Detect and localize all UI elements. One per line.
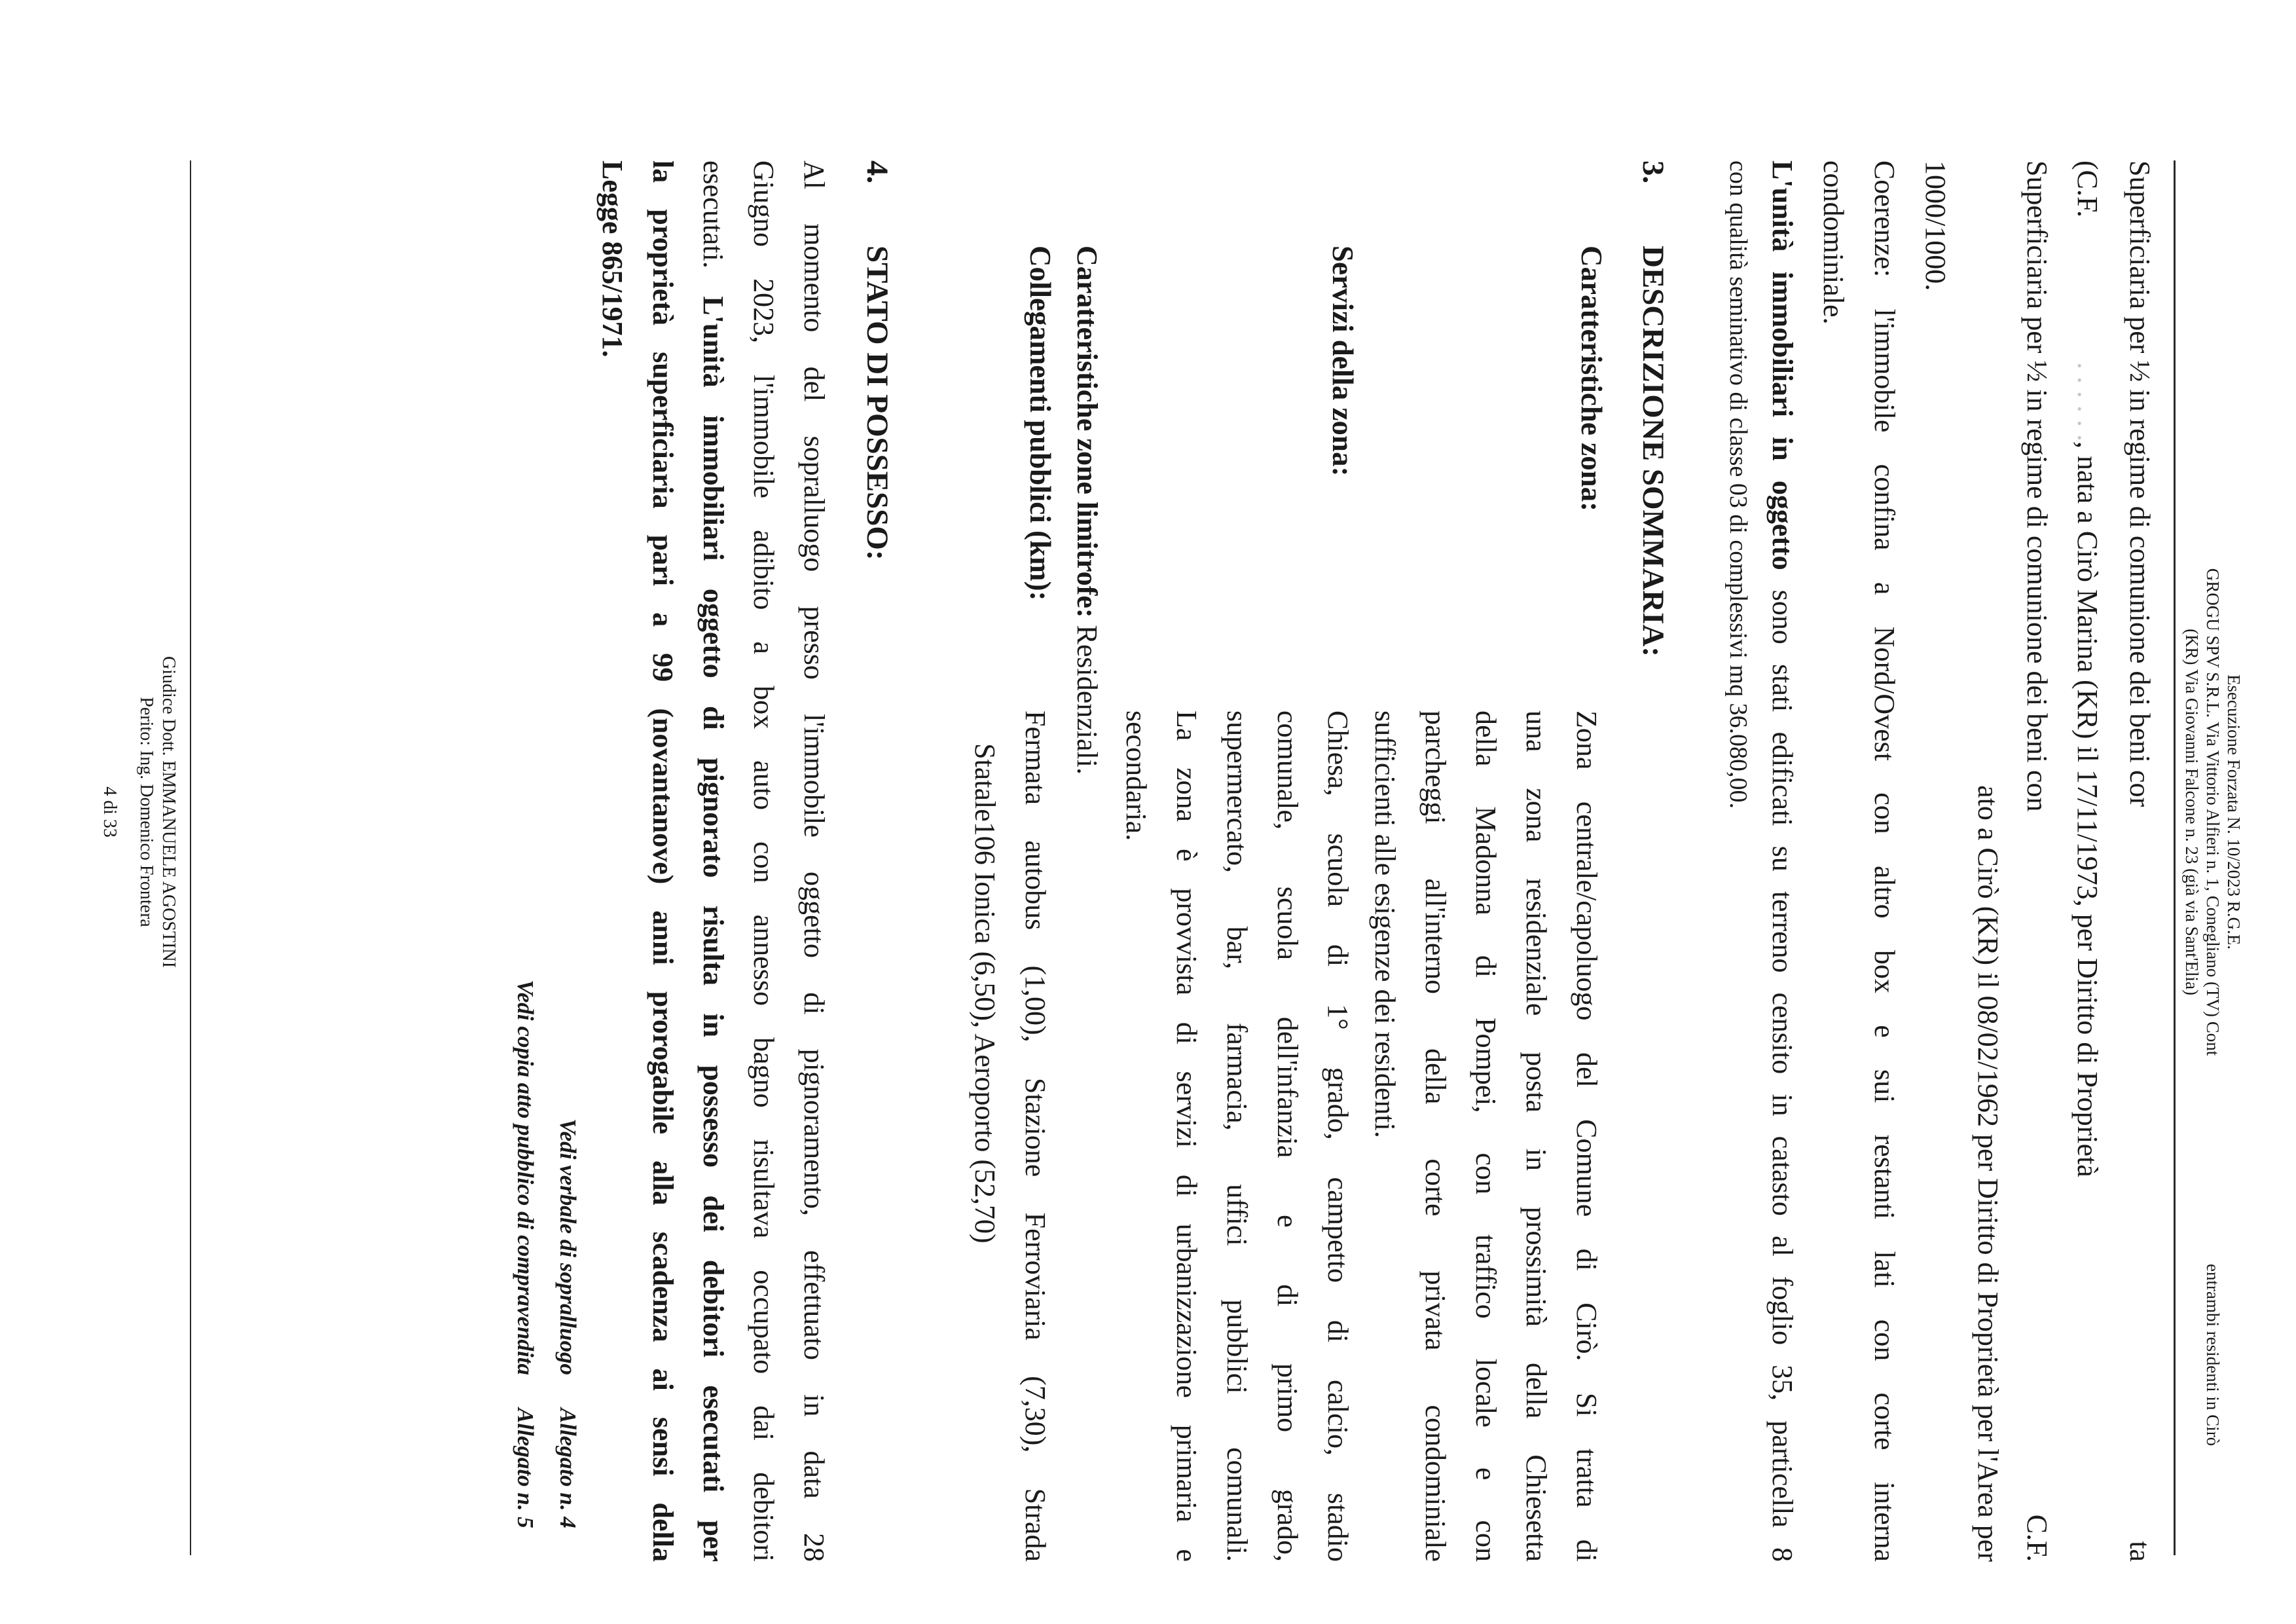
coerenze-line-1: Coerenze: l'immobile confina a Nord/Ovest con altro box e sui restanti lati con corte interna — [1868, 160, 1901, 1562]
servizi-label: Servizi della zona: — [1326, 246, 1359, 477]
section-3-title: DESCRIZIONE SOMMARIA: — [1636, 246, 1670, 657]
ownership-line-5: 1000/1000. — [1920, 160, 1952, 291]
reference-2-text: Vedi copia atto pubblico di compravendita — [513, 980, 538, 1375]
header-right-note: entrambi residenti in Cirò — [2203, 1264, 2223, 1447]
header-case-number: Esecuzione Forzata N. 10/2023 R.G.E. — [2224, 674, 2244, 950]
footer-page-number: 4 di 33 — [100, 786, 120, 838]
ownership-line-1: Superficiaria per ½ in regime di comunione dei beni cor ta — [2124, 160, 2156, 1562]
redaction-mark: . . . . . . — [2071, 361, 2104, 441]
ownership-line-2: (C.F. . . . . . ., nata a Cirò Marina (KR) il 17/11/1973, per Diritto di Proprietà — [2071, 160, 2104, 1177]
header-address-line: (KR) Via Giovanni Falcone n. 23 (già via Sant'Elia) — [2182, 629, 2202, 995]
section-4-title: STATO DI POSSESSO: — [860, 246, 894, 561]
reference-2-attachment: Allegato n. 5 — [513, 1408, 538, 1528]
header-rule — [2174, 160, 2176, 1555]
reference-1-attachment: Allegato n. 4 — [555, 1408, 581, 1528]
section-4-number: 4. — [860, 160, 894, 184]
coerenze-line-2: condominiale. — [1817, 160, 1850, 325]
collegamenti-label: Collegamenti pubblici (km): — [1024, 246, 1057, 601]
possesso-paragraph: Al momento del sopralluogo presso l'immobile oggetto di pignoramento, effettuato in data 28 Giugno 2023, l'immobile adibito a box auto con annesso bagno risultava occupato dai debitori esecutati. L'unità immobiliari oggetto di pignorato risulta in possesso dei debitori esecutati per la proprietà superficiaria pari a 99 (novantanove) anni prorogabile alla scadenza ai sensi della Legge 865/1971. — [596, 160, 830, 1562]
header-creditor-line: GROGU SPV S.R.L. Via Vittorio Alfieri n. 1, Conegliano (TV) Cont — [2203, 568, 2223, 1056]
zona-paragraph: Zona centrale/capoluogo del Comune di Cirò. Si tratta di una zona residenziale posta in prossimità della Chiesetta della Madonna di Pompei, con traffico locale e con parcheggi all'interno della corte privata condominiale sufficienti alle esigenze dei residenti. — [1369, 710, 1603, 1562]
footer-judge: Giudice Dott. EMMANUELE AGOSTINI — [158, 656, 179, 968]
limitrofe-line: Caratteristiche zone limitrofe: Residenziali. — [1071, 246, 1103, 775]
collegamenti-paragraph: Fermata autobus (1,00), Stazione Ferroviaria (7,30), Strada Statale106 Ionica (6,50), Aeroporto (52,70) — [969, 710, 1051, 1562]
ownership-line-4: ato a Cirò (KR) il 08/02/1962 per Diritto di Proprietà per l'Area per — [1972, 785, 2004, 1562]
section-3-number: 3. — [1636, 160, 1670, 184]
coerenze-line-4: con qualità seminativo di classe 03 di complessivi mq 36.080,00. — [1724, 160, 1752, 809]
footer-expert: Perito: Ing. Domenico Frontera — [136, 697, 156, 927]
footer-rule — [190, 160, 191, 1555]
servizi-paragraph: Chiesa, scuola di 1° grado, campetto di calcio, stadio comunale, scuola dell'infanzia e di primo grado, supermercato, bar, farmacia, uffici pubblici comunali. La zona è provvista di servizi di urbanizzazione primaria e secondaria. — [1120, 710, 1354, 1562]
reference-1-text: Vedi verbale di sopralluogo — [555, 1118, 581, 1375]
coerenze-line-3: L'unità immobiliari in oggetto sono stati edificati su terreno censito in catasto al foglio 35, particella 8 — [1766, 160, 1798, 1562]
zona-label: Caratteristiche zona: — [1575, 246, 1608, 512]
ownership-line-3: Superficiaria per ½ in regime di comunione dei beni con C.F. — [2021, 160, 2053, 1562]
